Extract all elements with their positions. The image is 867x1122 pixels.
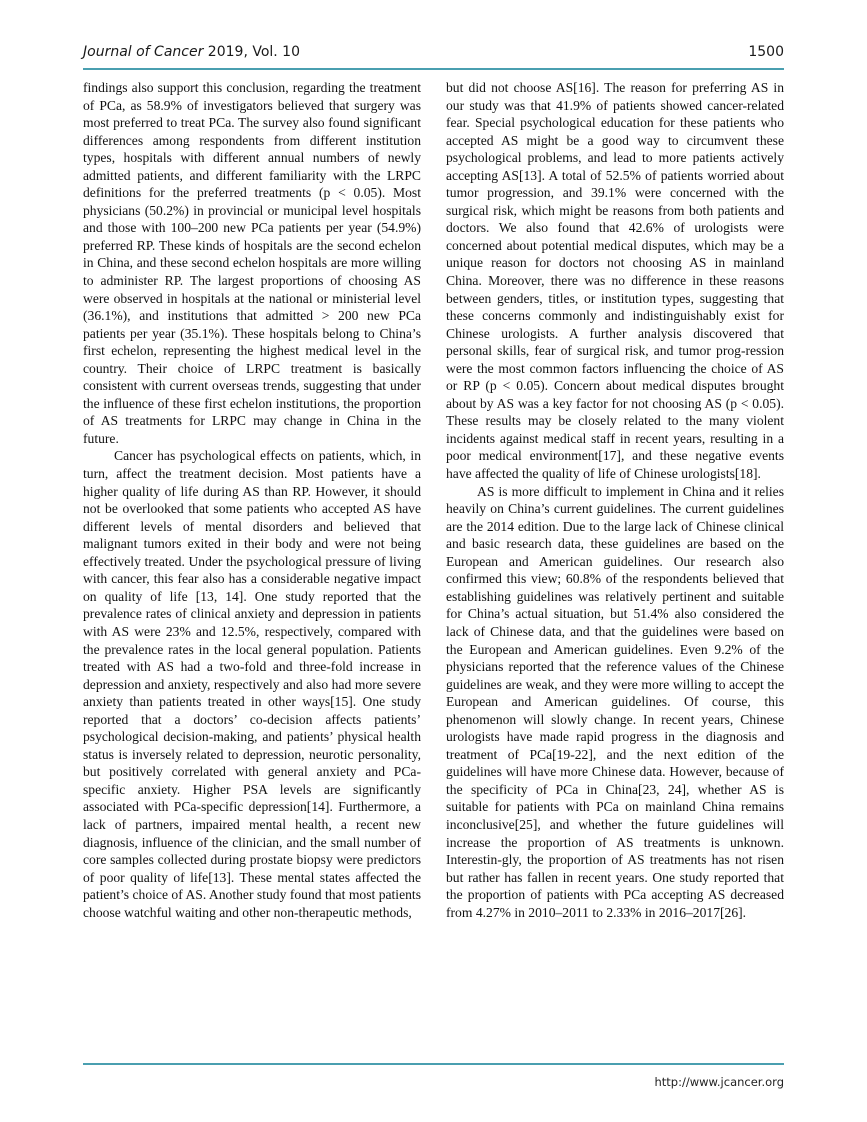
page-number: 1500 (748, 44, 784, 60)
right-column (446, 79, 784, 921)
header-divider (83, 68, 784, 70)
paragraph: AS is more difficult to implement in China and it relies heavily on China’s current guidelines. The current guidelines are the 2014 edition. Due to the large lack of Chinese clinical and basic research data, these guidelines are based on the European and American guidelines. Our research also confirmed this view; 60.8% of the respondents believed that establishing guidelines was relatively pertinent and suitable for China’s actual situation, but 51.4% also considered the lack of Chinese data, and that the guidelines were based on the European and American guidelines. Even 9.2% of the physicians reported that the reference values of the Chinese guidelines are weak, and they were more willing to accept the European and American guidelines. Of course, this phenomenon will slowly change. In recent years, Chinese urologists have made rapid progress in the diagnosis and treatment of PCa[19-22], and the next edition of the guidelines will have more Chinese data. However, because of the specificity of PCa in China[23, 24], whether AS is suitable for patients with PCa on mainland China remains inconclusive[25], and whether the future guidelines will increase the proportion of AS treatments is unknown. Interestin-gly, the proportion of AS treatments has not risen but rather has fallen in recent years. One study reported that the proportion of patients with PCa accepting AS decreased from 4.27% in 2010–2011 to 2.33% in 2016–2017[26]. (446, 483, 784, 920)
footer-divider (83, 1063, 784, 1065)
journal-title (83, 44, 300, 60)
journal-url[interactable]: http://www.jcancer.org (654, 1075, 784, 1089)
paragraph: findings also support this conclusion, regarding the treatment of PCa, as 58.9% of investigators believed that surgery was most preferred to treat PCa. The survey also found significant differences among respondents from different institution types, hospitals with different annual numbers of newly admitted patients, and different familiarity with the LRPC definitions for the preferred treatments (p < 0.05). Most physicians (50.2%) in provincial or municipal level hospitals and those with 100–200 new PCa patients per year (54.9%) preferred RP. These kinds of hospitals are the second echelon in China, and these second echelon hospitals are more willing to administer RP. The largest proportions of choosing AS were observed in hospitals at the national or ministerial level (36.1%), and institutions that admitted > 200 new PCa patients per year (35.1%). These hospitals belong to China’s first echelon, representing the highest medical level in the country. Their choice of LRPC treatment is basically consistent with current overseas trends, suggesting that under the influence of these first echelon institutions, the proportion of AS treatments for LRPC may change in China in the future. (83, 80, 421, 446)
running-header (83, 40, 784, 64)
paragraph: Cancer has psychological effects on patients, which, in turn, affect the treatment decision. Most patients have a higher quality of life during AS than RP. However, it should not be overlooked that some patients who accepted AS have different levels of mental disorders and believed that malignant tumors exited in their body and were not being effectively treated. Under the psychological pressure of living with cancer, this fear also has a considerable negative impact on quality of life [13, 14]. One study reported that the prevalence rates of clinical anxiety and depression in patients with AS were 23% and 12.5%, respectively, compared with the prevalence rates in the local general population. Patients treated with AS had a two-fold and three-fold increase in depression and anxiety, respectively and also had more severe anxiety than patients treated in other ways[15]. One study reported that a doctors’ co-decision affects patients’ psychological decision-making, and patients’ physical health status is inversely related to depression, neurotic personality, but positively correlated with general anxiety and PCa-specific anxiety. Higher PSA levels are significantly associated with PCa-specific depression[14]. Furthermore, a lack of partners, impaired mental health, a recent new diagnosis, influence of the clinician, and the small number of core samples collected during prostate biopsy were predictors of poor quality of life[13]. These mental states affected the patient’s choice of AS. Another study found that most patients choose watchful waiting and other non-therapeutic methods, (83, 448, 421, 920)
paragraph: but did not choose AS[16]. The reason for preferring AS in our study was that 41.9% of patients showed cancer-related fear. Special psychological education for these patients who accepted AS might be a good way to circumvent these psychological problems, and lead to more patients actively accepting AS[13]. A total of 52.5% of patients worried about tumor progression, and 39.1% were concerned with the surgical risk, which might be reasons from both patients and doctors. We also found that 42.6% of urologists were concerned about potential medical disputes, which may be a unique reason for doctors not choosing AS in mainland China. Moreover, there was no difference in these reasons between genders, titles, or institution types, suggesting that these concerns commonly and indistinguishably exist for Chinese urologists. A further analysis discovered that personal skills, fear of surgical risk, and tumor prog-ression were the most common factors influencing the choice of AS or RP (p < 0.05). Concern about medical disputes brought about by AS was a key factor for not choosing AS (p < 0.05). These results may be closely related to the many violent incidents against medical staff in recent years, resulting in a poor medical environment[17], and these negative events have affected the quality of life of Chinese urologists[18]. (446, 80, 784, 482)
left-column (83, 79, 421, 921)
journal-name: Journal of Cancer (83, 44, 204, 60)
journal-volume: 2019, Vol. 10 (203, 44, 300, 60)
